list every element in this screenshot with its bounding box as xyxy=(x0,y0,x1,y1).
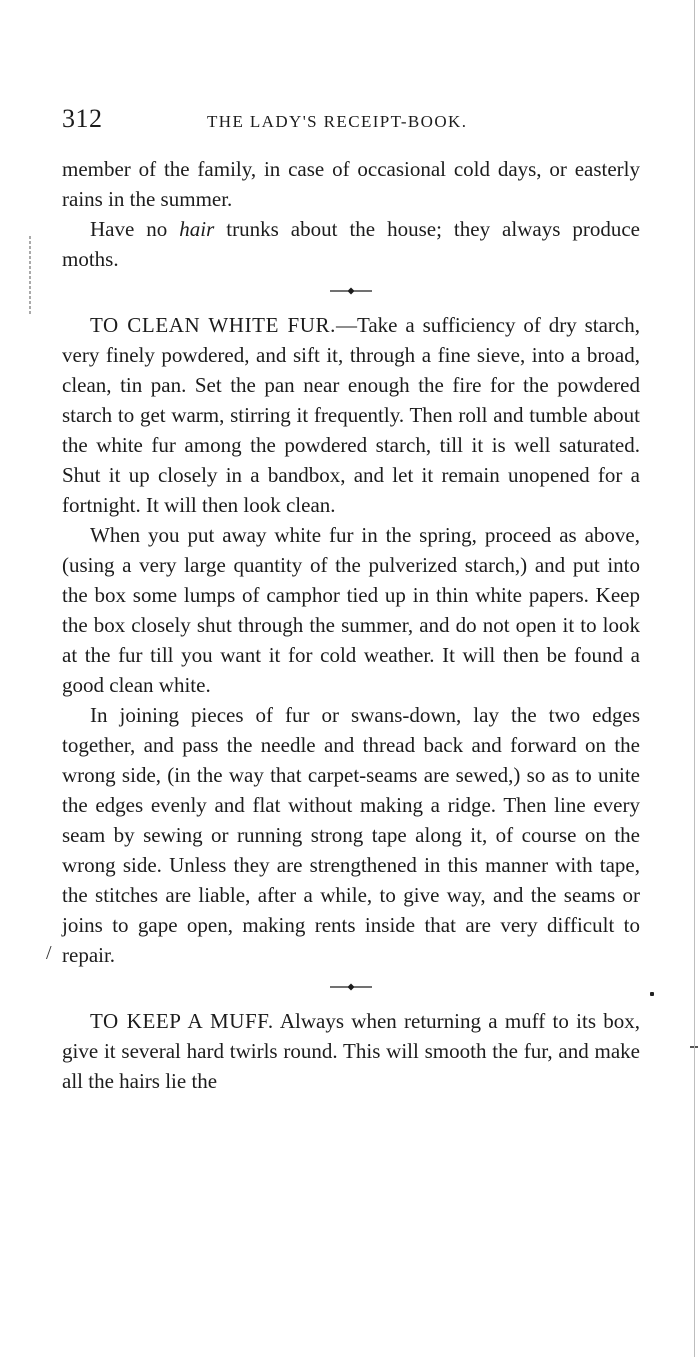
emphasis-hair: hair xyxy=(179,217,215,241)
running-head xyxy=(62,104,642,138)
paragraph-hair-trunks xyxy=(62,214,640,274)
ornament-rule-icon xyxy=(328,286,374,296)
section-text: —Take a sufficiency of dry starch, very finely powdered, and sift it, through a fine sieve, into a broad, clean, tin pan. Set the pan near enough the fire for the powdered starch to get warm, stirring it frequently. Then roll and tumble about the white fur among the powdered starch, till it is well saturated. Shut it up closely in a bandbox, and let it remain unopened for a fortnight. It will then look clean. xyxy=(62,313,640,517)
section-heading: TO KEEP A MUFF. xyxy=(90,1009,274,1033)
page-edge xyxy=(694,0,695,1357)
section-text: Always when returning a muff to its box, give it several hard twirls round. This will smooth the fur, and make all the hairs lie the xyxy=(62,1009,641,1093)
section-ornament xyxy=(62,972,640,1002)
ink-speck xyxy=(650,992,654,996)
section-keep-muff xyxy=(62,1006,640,1096)
ornament-rule-icon xyxy=(328,982,374,992)
section-ornament xyxy=(62,276,640,306)
paragraph-text: trunks about the house; they always produce moths. xyxy=(62,217,640,271)
page-number: 312 xyxy=(62,104,103,133)
paragraph-text: Have no xyxy=(90,217,180,241)
paragraph-put-away: When you put away white fur in the spring, proceed as above, (using a very large quantity of the pulverized starch,) and put into the box some lumps of camphor tied up in thin white papers. Keep the box closely shut through the summer, and do not open it to look at the fur till you want it for cold weather. It will then be found a good clean white. xyxy=(62,523,640,697)
section-heading: TO CLEAN WHITE FUR. xyxy=(90,313,336,337)
paragraph-joining-fur: In joining pieces of fur or swans-down, lay the two edges together, and pass the needle and thread back and forward on the wrong side, (in the way that carpet-seams are sewed,) so as to unite the edges evenly and flat without making a ridge. Then line every seam by sewing or running strong tape along it, of course on the wrong side. Unless they are strengthened in this manner with tape, the stitches are liable, after a while, to give way, and the seams or joins to gape open, making rents inside that are very difficult to repair. xyxy=(62,703,640,967)
margin-scratch-mark xyxy=(28,236,32,316)
section-clean-white-fur xyxy=(62,310,640,520)
body-text xyxy=(62,154,640,1096)
margin-slash-mark: / xyxy=(46,942,52,964)
running-title: THE LADY'S RECEIPT-BOOK. xyxy=(207,112,468,131)
paragraph-continued: member of the family, in case of occasional cold days, or easterly rains in the summer. xyxy=(62,157,640,211)
